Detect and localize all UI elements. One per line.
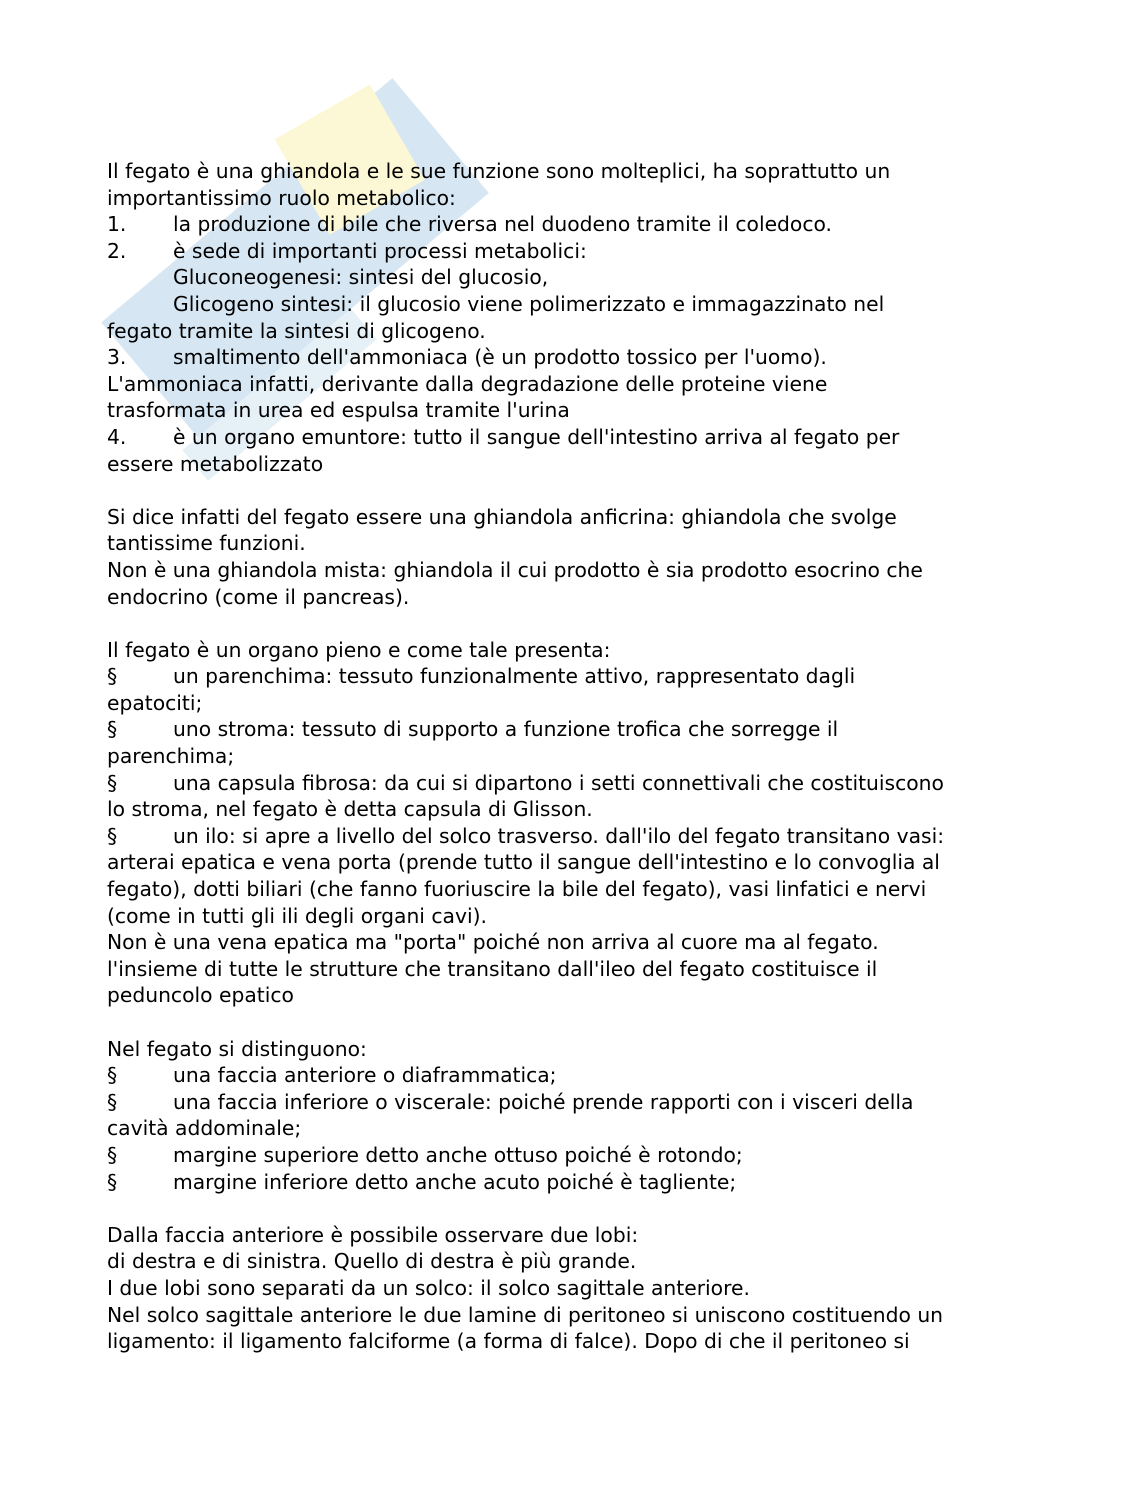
bullet-continuation: epatociti; [107,690,203,715]
bullet-continuation: lo stroma, nel fegato è detta capsula di Glisson. [107,797,593,822]
numbered-item [107,424,1052,451]
bullet-continuation: (come in tutti gli ili degli organi cavi). [107,903,487,928]
numbered-item [107,344,1052,371]
item-number: 2. [107,238,127,263]
bullet-continuation: fegato), dotti biliari (che fanno fuoriuscire la bile del fegato), vasi linfatici e nervi [107,877,927,902]
item-text: smaltimento dell'ammoniaca (è un prodotto tossico per l'uomo). [173,345,827,370]
item-text: la produzione di bile che riversa nel duodeno tramite il coledoco. [173,212,832,237]
bullet-item [107,1089,1052,1116]
paragraph-line: di destra e di sinistra. Quello di destra è più grande. [107,1249,637,1274]
paragraph-line: Nel fegato si distinguono: [107,1036,367,1061]
section-bullet: § [107,717,118,742]
bullet-text: un parenchima: tessuto funzionalmente attivo, rappresentato dagli [173,664,856,689]
bullet-text: una faccia inferiore o viscerale: poiché prende rapporti con i visceri della [173,1089,914,1114]
bullet-text: una capsula fibrosa: da cui si dipartono i setti connettivali che costituiscono [173,770,944,795]
item-number: 3. [107,345,127,370]
paragraph-line: Si dice infatti del fegato essere una ghiandola anficrina: ghiandola che svolge [107,504,897,529]
bullet-text: un ilo: si apre a livello del solco trasverso. dall'ilo del fegato transitano vasi: [173,823,945,848]
bullet-item [107,1062,1052,1089]
paragraph-line: ligamento: il ligamento falciforme (a forma di falce). Dopo di che il peritoneo si [107,1329,910,1354]
paragraph-gap [107,610,1052,637]
numbered-item [107,238,1052,265]
section-bullet: § [107,823,118,848]
paragraph-line: I due lobi sono separati da un solco: il solco sagittale anteriore. [107,1275,750,1300]
paragraph-gap [107,1009,1052,1036]
paragraph-line: Il fegato è un organo pieno e come tale presenta: [107,637,611,662]
paragraph-line: Dalla faccia anteriore è possibile osservare due lobi: [107,1222,639,1247]
paragraph-line: Nel solco sagittale anteriore le due lamine di peritoneo si uniscono costituendo un [107,1302,944,1327]
item-continuation: trasformata in urea ed espulsa tramite l'urina [107,398,570,423]
section-bullet: § [107,1089,118,1114]
bullet-item [107,770,1052,797]
sub-item: Gluconeogenesi: sintesi del glucosio, [173,265,549,290]
paragraph-line: peduncolo epatico [107,983,294,1008]
bullet-continuation: arterai epatica e vena porta (prende tutto il sangue dell'intestino e lo convoglia al [107,850,940,875]
paragraph-gap [107,477,1052,504]
sub-item-continuation: fegato tramite la sintesi di glicogeno. [107,318,486,343]
paragraph-line: endocrino (come il pancreas). [107,584,410,609]
paragraph-line: tantissime funzioni. [107,531,306,556]
document-page [107,158,1052,1355]
section-bullet: § [107,1169,118,1194]
section-bullet: § [107,1063,118,1088]
item-continuation: essere metabolizzato [107,451,324,476]
bullet-continuation: parenchima; [107,744,235,769]
paragraph-line: l'insieme di tutte le strutture che transitano dall'ileo del fegato costituisce il [107,956,878,981]
section-bullet: § [107,1142,118,1167]
item-number: 4. [107,424,127,449]
bullet-text: margine superiore detto anche ottuso poiché è rotondo; [173,1142,743,1167]
bullet-item [107,716,1052,743]
paragraph-line: Non è una vena epatica ma "porta" poiché non arriva al cuore ma al fegato. [107,930,879,955]
numbered-item [107,211,1052,238]
intro-line: importantissimo ruolo metabolico: [107,185,456,210]
item-number: 1. [107,212,127,237]
section-bullet: § [107,664,118,689]
item-text: è sede di importanti processi metabolici: [173,238,587,263]
bullet-item [107,1142,1052,1169]
bullet-item [107,823,1052,850]
item-text: è un organo emuntore: tutto il sangue dell'intestino arriva al fegato per [173,424,900,449]
bullet-text: uno stroma: tessuto di supporto a funzione trofica che sorregge il [173,717,839,742]
bullet-text: margine inferiore detto anche acuto poiché è tagliente; [173,1169,737,1194]
bullet-continuation: cavità addominale; [107,1116,302,1141]
sub-item: Glicogeno sintesi: il glucosio viene polimerizzato e immagazzinato nel [173,291,885,316]
bullet-text: una faccia anteriore o diaframmatica; [173,1063,557,1088]
section-bullet: § [107,770,118,795]
bullet-item [107,1169,1052,1196]
paragraph-line: Non è una ghiandola mista: ghiandola il cui prodotto è sia prodotto esocrino che [107,557,923,582]
item-continuation: L'ammoniaca infatti, derivante dalla degradazione delle proteine viene [107,371,828,396]
intro-line: Il fegato è una ghiandola e le sue funzione sono molteplici, ha soprattutto un [107,159,891,183]
paragraph-gap [107,1195,1052,1222]
bullet-item [107,663,1052,690]
